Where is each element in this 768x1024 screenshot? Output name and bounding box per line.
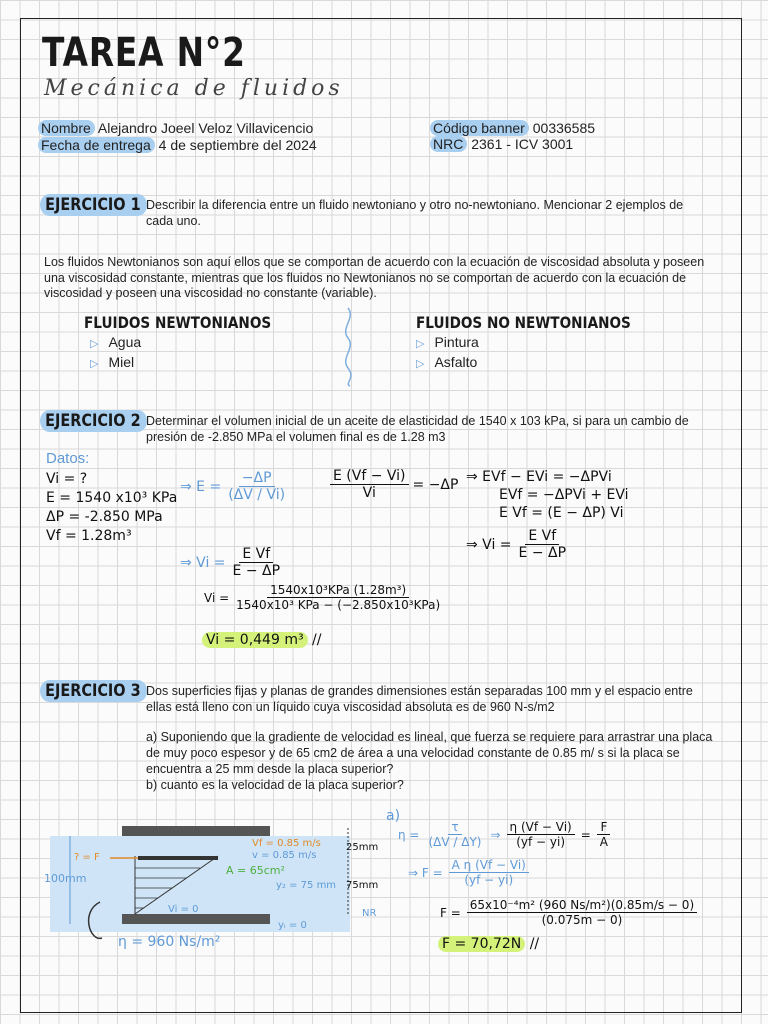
fecha-row [38, 137, 317, 153]
equals-sign: = [580, 827, 591, 842]
eq-force-sub-den: (0.075m − 0) [541, 913, 623, 927]
eq-vi-fraction [516, 528, 570, 561]
fecha-label: Fecha de entrega [38, 137, 155, 153]
nrc-value: 2361 - ICV 3001 [471, 136, 574, 152]
eq-e-definition [180, 470, 288, 503]
eq-e2-denominator: Vi [362, 485, 376, 501]
eq-visc-lhs: η = [398, 827, 420, 842]
eq-force-num: A η (Vf − Vi) [449, 858, 529, 873]
eq-visc-frac3 [597, 820, 611, 849]
no-newtonianos-item-1: ▷ Pintura [416, 334, 479, 350]
eq-vi-lhs: ⇒ Vi = [466, 536, 512, 553]
eq-vi-numerator: E Vf [525, 528, 559, 545]
eq-visc-den1: (ΔV / ΔY) [428, 835, 482, 849]
dato-vi: Vi = ? [46, 471, 88, 487]
ej2-result [202, 632, 321, 648]
eq-force-sub-lhs: F = [440, 905, 461, 920]
eq-force-den: (yf − yi) [464, 873, 514, 887]
eq-steps [466, 468, 629, 522]
eq-vi-solved [466, 528, 569, 561]
eq-e-fraction [225, 470, 288, 503]
triangle-bullet-icon: ▷ [90, 358, 99, 370]
eq-visc-frac2 [507, 820, 575, 849]
triangle-bullet-icon: ▷ [416, 338, 425, 350]
datos-label: Datos: [46, 450, 90, 467]
eq-sub2 [204, 583, 443, 612]
codigo-value: 00336585 [532, 120, 596, 136]
eq-step-1: ⇒ EVf − EVi = −ΔPVi [466, 469, 612, 485]
bottom-plate [122, 914, 270, 924]
ejercicio-3-question-b: b) cuanto es la velocidad de la placa superior? [146, 778, 404, 792]
eq-visc-num2: η (Vf − Vi) [507, 820, 575, 835]
eq-e2-fraction [330, 468, 409, 501]
codigo-row [430, 120, 595, 136]
moving-plate [138, 856, 218, 860]
viscosity-label: η = 960 Ns/m² [118, 934, 221, 950]
codigo-label: Código banner [430, 120, 529, 136]
ej3-result [438, 936, 539, 952]
top-plate [122, 826, 270, 836]
eq-e2-numerator: E (Vf − Vi) [330, 468, 409, 485]
newtonianos-item-1: ▷ Agua [90, 334, 142, 350]
yi-label: yᵢ = 0 [278, 920, 307, 931]
eq-force-sub-frac [467, 898, 697, 927]
dato-dp: ΔP = -2.850 MPa [46, 509, 163, 525]
datos-list [46, 470, 177, 546]
eq-sub1-denominator: E − ΔP [232, 563, 281, 579]
eq-sub1-fraction [230, 546, 284, 579]
triangle-bullet-icon: ▷ [416, 358, 425, 370]
eq-visc-den3: A [599, 835, 609, 849]
page-title: TAREA N°2 [42, 30, 246, 76]
eq-force-lhs: ⇒ F = [408, 865, 443, 880]
no-newtonianos-item-2: ▷ Asfalto [416, 354, 478, 370]
ejercicio-1-tag: EJERCICIO 1 [40, 194, 147, 216]
eq-vi-denominator: E − ΔP [518, 545, 567, 561]
dato-vf: Vf = 1.28m³ [46, 528, 132, 544]
nrc-label: NRC [430, 136, 467, 152]
ejercicio-1-statement: Describir la diferencia entre un fluido newtoniano y otro no-newtoniano. Mencionar 2 ejemplos de cada uno. [146, 198, 684, 228]
triangle-bullet-icon: ▷ [90, 338, 99, 350]
eq-sub2-numerator: 1540x10³KPa (1.28m³) [267, 583, 409, 598]
newtonianos-title: FLUIDOS NEWTONIANOS [84, 313, 272, 332]
eq-sub2-fraction [233, 583, 443, 612]
eq-e2 [330, 468, 458, 501]
ejercicio-3-tag: EJERCICIO 3 [40, 680, 147, 702]
v-label: v = 0.85 m/s [252, 850, 317, 861]
part-a-label: a) [386, 808, 401, 824]
implies-arrow: ⇒ [490, 827, 501, 842]
eq-sub2-denominator: 1540x10³ KPa − (−2.850x10³KPa) [236, 598, 441, 612]
nrc-row [430, 136, 573, 152]
dim-25mm: 25mm [346, 842, 379, 853]
ejercicio-1-answer: Los fluidos Newtonianos son aquí ellos que se comportan de acuerdo con la ecuación de viscosidad absoluta y poseen una viscosidad constante, mientras que los fluidos no Newtonianos no se comportan de acuerdo con la ecuación de viscosidad y poseen una viscosidad no constante (variable). [44, 255, 705, 300]
area-label: A = 65cm² [226, 864, 285, 877]
ejercicio-2-statement: Determinar el volumen inicial de un aceite de elasticidad de 1540 x 103 kPa, si para un cambio de presión de -2.850 MPa el volumen final es de 1.28 m3 [146, 414, 689, 444]
eq-sub1-numerator: E Vf [239, 546, 273, 563]
no-newtonianos-title: FLUIDOS NO NEWTONIANOS [416, 313, 631, 332]
nr-label: NR [362, 908, 377, 919]
ej3-result-value: F = 70,72N [438, 936, 525, 952]
nombre-value: Alejandro Joeel Veloz Villavicencio [97, 120, 314, 136]
eq-visc-num1: τ [448, 820, 461, 835]
ej2-result-mark: // [312, 632, 322, 648]
y2-label: y₂ = 75 mm [276, 880, 337, 891]
wavy-divider-icon [340, 306, 364, 388]
eq-force-sub-num: 65x10⁻⁴m² (960 Ns/m²)(0.85m/s − 0) [467, 898, 697, 913]
eq-e2-rhs: = −ΔP [412, 476, 459, 493]
ejercicio-3-statement: Dos superficies fijas y planas de grandes dimensiones están separadas 100 mm y el espacio entre ellas está lleno con un líquido cuya viscosidad absoluta es de 960 N-s/m2 [146, 684, 693, 714]
nombre-label: Nombre [38, 120, 95, 136]
eq-force-sub [440, 898, 697, 927]
eq-e-numerator: −ΔP [239, 470, 275, 487]
eq-e-denominator: (ΔV / Vi) [228, 487, 286, 503]
eq-e-lhs: ⇒ E = [180, 478, 222, 495]
ej2-result-value: Vi = 0,449 m³ [202, 632, 308, 648]
eq-visc-den2: (yf − yi) [516, 835, 566, 849]
eq-viscosity [398, 820, 611, 849]
ej3-result-mark: // [529, 936, 540, 952]
ejercicio-2-tag: EJERCICIO 2 [40, 410, 147, 432]
nombre-row [38, 120, 313, 136]
vf-label: Vf = 0.85 m/s [252, 838, 321, 849]
eq-sub2-lhs: Vi = [204, 590, 230, 605]
ejercicio-3-question-a: a) Suponiendo que la gradiente de velocidad es lineal, que fuerza se requiere para arrastrar una placa de muy poco espesor y de 65 cm2 de área a una velocidad constante de 0.85 m/ s si la placa se encuentra a 25 mm desde la placa superior? [146, 730, 713, 776]
eq-step-2: EVf = −ΔPVi + EVi [499, 487, 629, 503]
fecha-value: 4 de septiembre del 2024 [158, 137, 317, 153]
height-label: 100mm [44, 872, 87, 885]
eq-force-frac [449, 858, 529, 887]
dato-e: E = 1540 x10³ KPa [46, 490, 178, 506]
dim-75mm: 75mm [346, 880, 379, 891]
vi-label: Vi = 0 [168, 904, 199, 915]
eq-step-3: E Vf = (E − ΔP) Vi [499, 505, 624, 521]
force-label: ? = F [74, 852, 100, 863]
eq-visc-num3: F [597, 820, 610, 835]
page-subtitle: Mecánica de fluidos [44, 76, 344, 101]
eq-force [408, 858, 529, 887]
eq-sub1 [180, 546, 283, 579]
newtonianos-item-2: ▷ Miel [90, 354, 135, 370]
eq-visc-frac1 [425, 820, 484, 849]
eq-sub1-lhs: ⇒ Vi = [180, 554, 226, 571]
